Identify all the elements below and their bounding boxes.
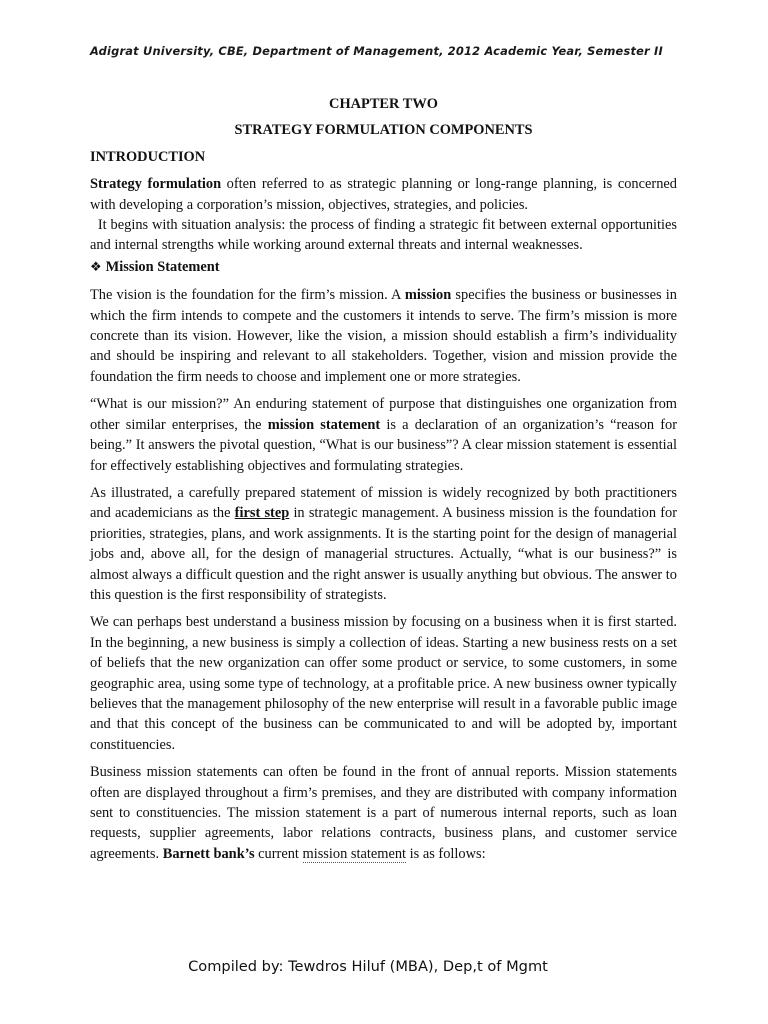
chapter-title: STRATEGY FORMULATION COMPONENTS [234, 122, 533, 139]
paragraph-5-text-b: current [254, 845, 303, 862]
intro-paragraph-2 [90, 215, 677, 256]
paragraph-1-text-a: The vision is the foundation for the firm’s mission. A [90, 287, 405, 304]
paragraph-2 [90, 394, 677, 476]
term-mission-statement: mission statement [267, 416, 381, 433]
page-footer: Compiled by: Tewdros Hiluf (MBA), Dep,t of Mgmt [188, 958, 548, 975]
intro-term: Strategy formulation [90, 176, 222, 193]
paragraph-5-text-a: Business mission statements can often be found in the front of annual reports. Mission statements often are displayed throughout a firm’s premises, and they are distributed with company information sent to constituencies. The mission statement is a part of numerous internal reports, such as loan requests, supplier agreements, labor relations contracts, business plans, and customer service agreements. [90, 764, 677, 862]
document-body [90, 94, 677, 864]
chapter-number: CHAPTER TWO [329, 96, 438, 112]
mission-heading [90, 257, 677, 278]
term-first-step: first step [234, 505, 290, 522]
intro-heading: INTRODUCTION [90, 148, 206, 165]
paragraph-2-text-a: “What is our mission?” An enduring statement of purpose that distinguishes one organization from other similar enterprises, the [90, 396, 677, 433]
term-barnett-bank: Barnett bank’s [162, 845, 255, 862]
paragraph-3-text-a: As illustrated, a carefully prepared statement of mission is widely recognized by both practitioners and academicians as the [90, 484, 677, 522]
paragraph-5-text-c: is as follows: [406, 845, 486, 862]
page-header: Adigrat University, CBE, Department of Management, 2012 Academic Year, Semester II [90, 44, 663, 58]
paragraph-1-text-b: specifies the business or businesses in which the firm intends to compete and the customers it intends to serve. The firm’s mission is more concrete than its vision. However, like the vision, a mission should establish a firm’s individuality and should be inspiring and relevant to all stakeholders. Together, vision and mission provide the foundation the firm needs to choose and implement one or more strategies. [90, 287, 677, 385]
paragraph-1 [90, 285, 677, 387]
intro-text: often referred to as strategic planning or long-range planning, is concerned with developing a corporation’s mission, objectives, strategies, and policies. [90, 176, 677, 213]
term-mission: mission [404, 287, 452, 304]
intro-text-2: It begins with situation analysis: the process of finding a strategic fit between external opportunities and internal strengths while working around external threats and internal weaknesses. [90, 217, 677, 254]
intro-paragraph-1 [90, 174, 677, 215]
paragraph-3-text-b: in strategic management. A business mission is the foundation for priorities, strategies, plans, and work assignments. It is the starting point for the design of managerial jobs and, above all, for the design of managerial structures. Actually, “what is our business?” is almost always a difficult question and the right answer is usually anything but obvious. The answer to this question is the first responsibility of strategists. [90, 505, 677, 603]
paragraph-2-text-b: is a declaration of an organization’s “reason for being.” It answers the pivotal question, “What is our business”? A clear mission statement is essential for effectively establishing objectives and formulating strategies. [90, 416, 678, 474]
diamond-bullet-icon: ❖ [90, 259, 102, 275]
paragraph-3 [90, 483, 677, 605]
mission-heading-label: Mission Statement [105, 258, 220, 275]
paragraph-4: We can perhaps best understand a business mission by focusing on a business when it is first started. In the beginning, a new business is simply a collection of ideas. Starting a new business rests on a set of beliefs that the new organization can offer some product or service, to some customers, in some geographic area, using some type of technology, at a profitable price. A new business owner typically believes that the management philosophy of the new enterprise will result in a favorable public image and that this concept of the business can be communicated to and will be adopted by, important constituencies. [90, 614, 677, 753]
spellcheck-marked-phrase: mission statement [302, 845, 407, 862]
paragraph-5 [90, 762, 677, 864]
